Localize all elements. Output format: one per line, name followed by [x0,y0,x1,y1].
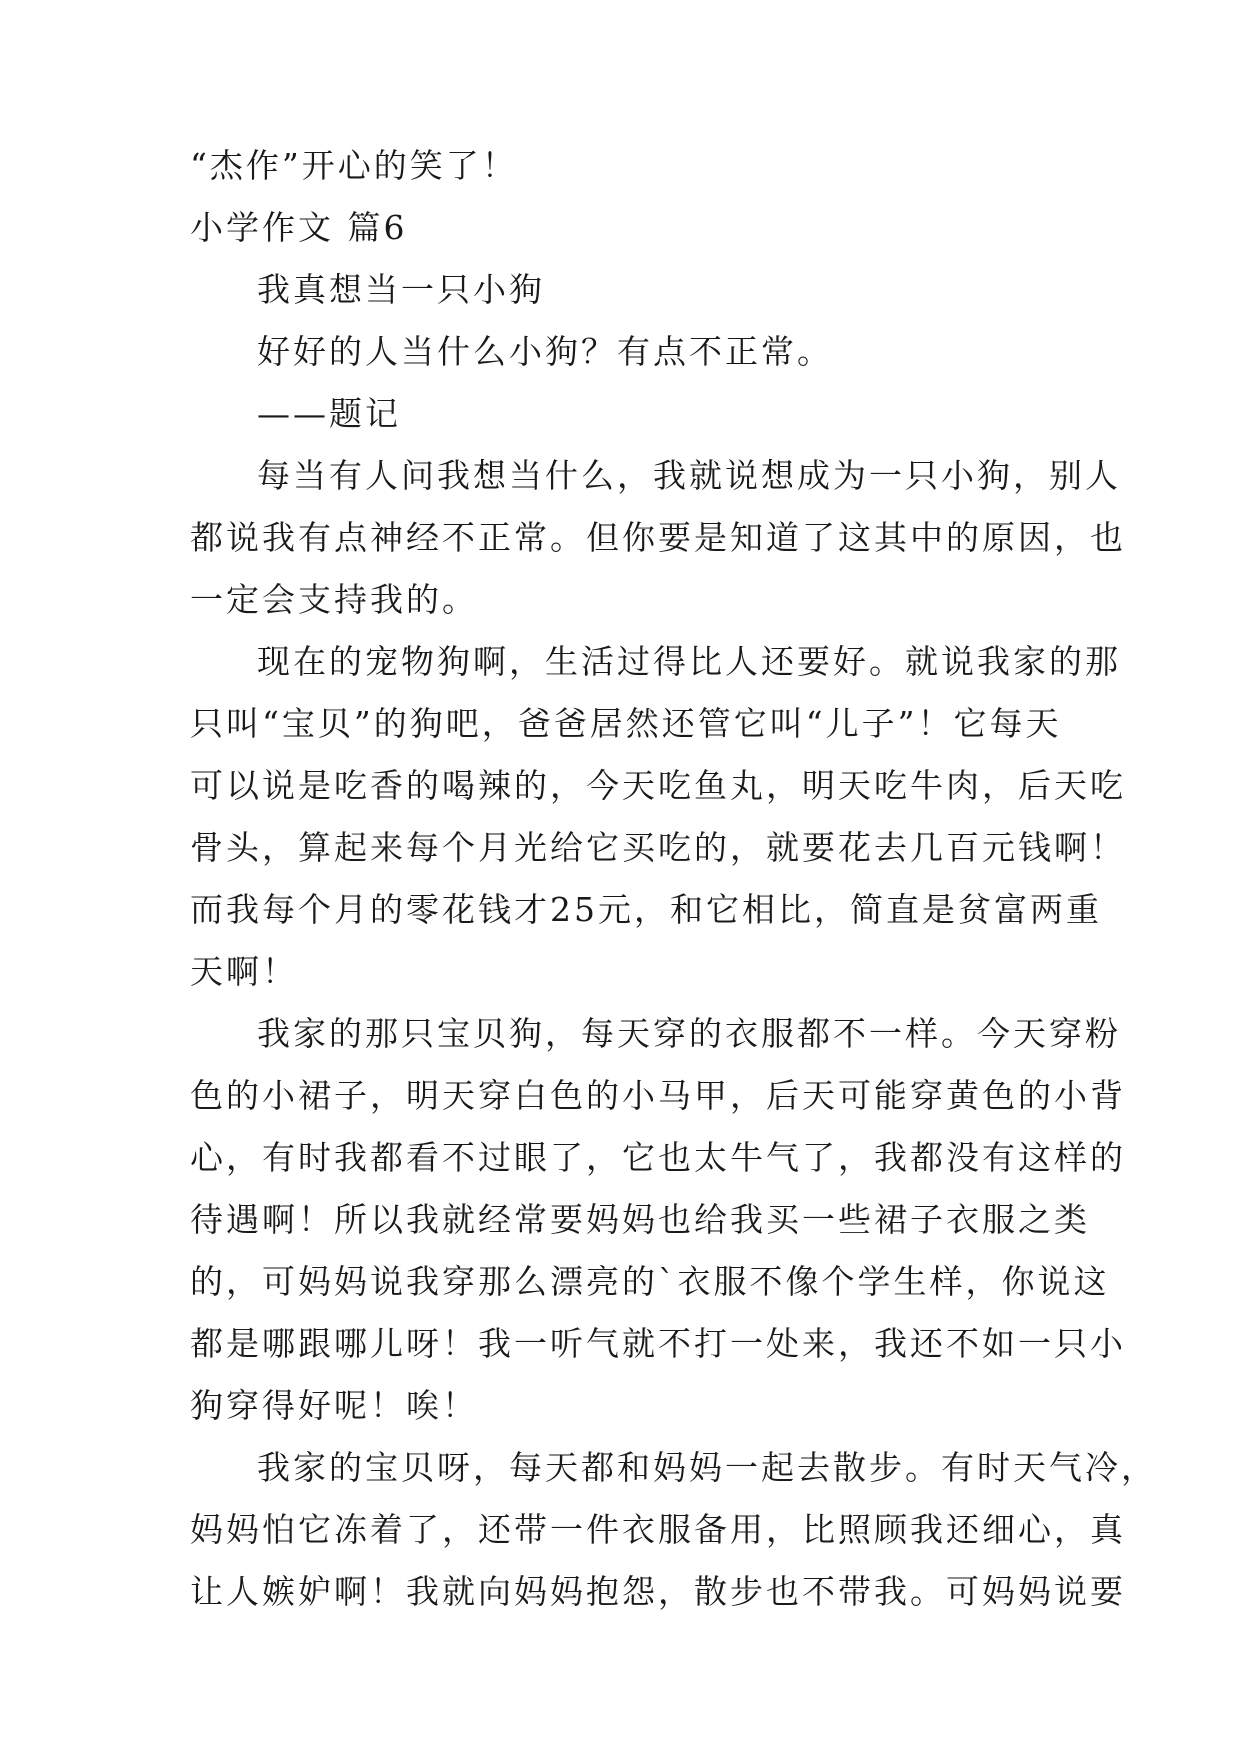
paragraph-line: 只叫“宝贝”的狗吧，爸爸居然还管它叫“儿子”！它每天 [190,704,1062,743]
paragraph-line: 一定会支持我的。 [190,580,478,619]
paragraph-line: 而我每个月的零花钱才25元，和它相比，简直是贫富两重 [190,890,1102,929]
section-heading: 小学作文 篇6 [190,208,408,247]
paragraph-line: 妈妈怕它冻着了，还带一件衣服备用，比照顾我还细心，真 [190,1510,1126,1549]
paragraph-line: 我家的宝贝呀，每天都和妈妈一起去散步。有时天气冷， [257,1448,1157,1487]
paragraph-line: 我家的那只宝贝狗，每天穿的衣服都不一样。今天穿粉 [257,1014,1121,1053]
paragraph-line: 可以说是吃香的喝辣的，今天吃鱼丸，明天吃牛肉，后天吃 [190,766,1126,805]
epigraph: 好好的人当什么小狗？有点不正常。 [257,332,833,371]
paragraph-line: 现在的宠物狗啊，生活过得比人还要好。就说我家的那 [257,642,1121,681]
paragraph-line: 狗穿得好呢！唉！ [190,1386,478,1425]
paragraph-line: 心，有时我都看不过眼了，它也太牛气了，我都没有这样的 [190,1138,1126,1177]
paragraph-line: 骨头，算起来每个月光给它买吃的，就要花去几百元钱啊！ [190,828,1126,867]
paragraph-line: 待遇啊！所以我就经常要妈妈也给我买一些裙子衣服之类 [190,1200,1090,1239]
paragraph-line: 让人嫉妒啊！我就向妈妈抱怨，散步也不带我。可妈妈说要 [190,1572,1126,1611]
paragraph-line: 色的小裙子，明天穿白色的小马甲，后天可能穿黄色的小背 [190,1076,1126,1115]
text-line: “杰作”开心的笑了！ [190,146,518,185]
epigraph-attribution: ——题记 [257,394,401,433]
paragraph-line: 都说我有点神经不正常。但你要是知道了这其中的原因，也 [190,518,1126,557]
paragraph-line: 天啊！ [190,952,298,991]
essay-title: 我真想当一只小狗 [257,270,545,309]
paragraph-line: 都是哪跟哪儿呀！我一听气就不打一处来，我还不如一只小 [190,1324,1126,1363]
paragraph-line: 的，可妈妈说我穿那么漂亮的`衣服不像个学生样，你说这 [190,1262,1110,1301]
paragraph-line: 每当有人问我想当什么，我就说想成为一只小狗，别人 [257,456,1121,495]
